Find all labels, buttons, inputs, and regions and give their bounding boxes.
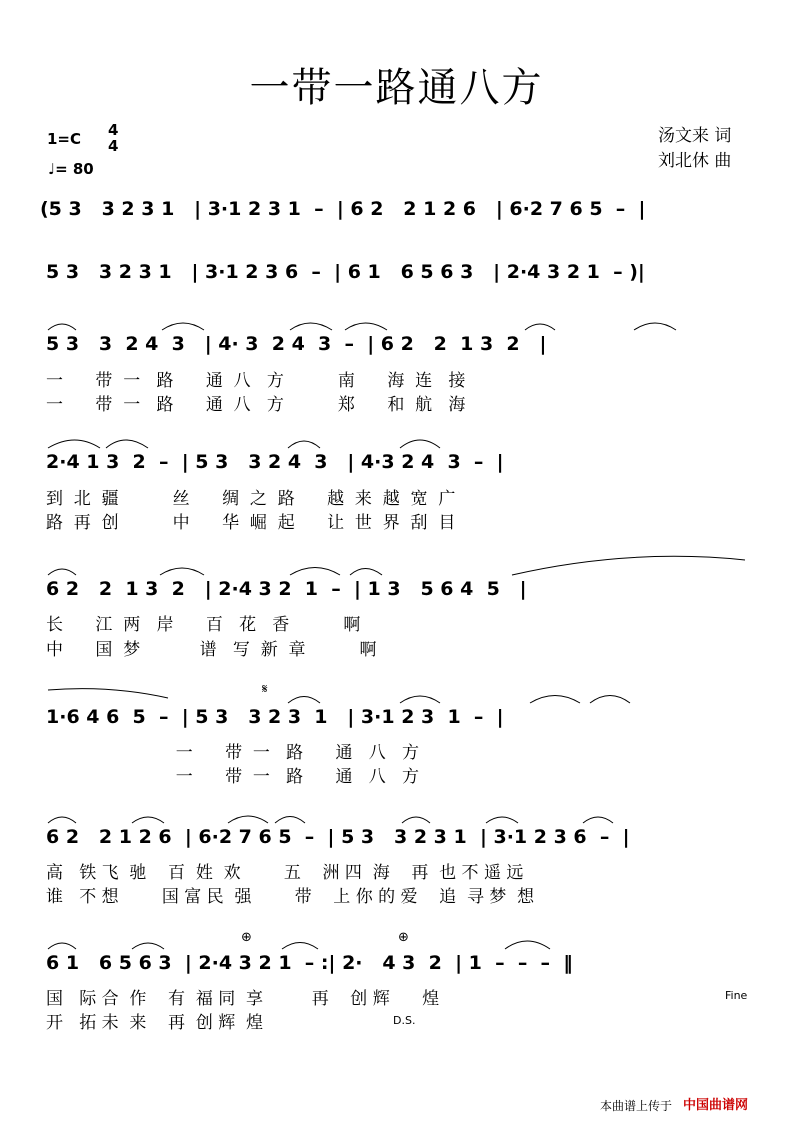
slur: [400, 440, 440, 448]
slur: [48, 689, 168, 698]
lyric-line-8a: 国 际 合 作 有 福 同 享 再 创 辉 煌: [46, 989, 440, 1009]
time-signature-top: 4: [108, 121, 119, 139]
slur: [486, 817, 518, 823]
lyric-line-7b: 谁 不 想 国 富 民 强 带 上 你 的 爱 追 寻 梦 想: [46, 887, 535, 907]
slur: [162, 323, 204, 330]
slur: [48, 324, 76, 330]
quarter-note-icon: ♩: [48, 160, 56, 178]
notation-line-4: 2·4 1 3 2 – | 5 3 3 2 4 3 | 4·3 2 4 3 – |: [46, 451, 504, 473]
lyric-line-5b: 中 国 梦 谱 写 新 章 啊: [46, 640, 377, 660]
lyric-line-3b: 一 带 一 路 通 八 方 郑 和 航 海: [46, 395, 466, 415]
slur: [48, 569, 76, 575]
lyric-line-6b: 一 带 一 路 通 八 方: [46, 767, 419, 787]
coda-sign-2: ⊕: [398, 930, 409, 945]
lyric-line-8b: 开 拓 未 来 再 创 辉 煌: [46, 1013, 264, 1033]
key-signature: 1=C: [47, 130, 82, 148]
lyricist-credit: 汤文来 词: [658, 126, 732, 146]
coda-sign-1: ⊕: [241, 930, 252, 945]
fine-marking: Fine: [725, 989, 748, 1002]
slur: [228, 816, 268, 823]
slur: [525, 324, 555, 330]
ds-marking: D.S.: [393, 1014, 416, 1027]
segno-sign: 𝄋: [262, 682, 268, 697]
slur: [132, 943, 164, 949]
slur: [106, 440, 148, 448]
slur: [590, 696, 630, 704]
slur: [275, 817, 305, 824]
slur: [132, 817, 164, 823]
slur: [288, 697, 320, 704]
time-signature-bottom: 4: [108, 137, 119, 155]
slur: [160, 568, 204, 575]
site-logo[interactable]: 中国曲谱网: [683, 1098, 749, 1113]
notation-line-2: 5 3 3 2 3 1 | 3·1 2 3 6 – | 6 1 6 5 6 3 | 2·4 3 2 1 – )|: [46, 261, 645, 283]
lyric-line-5a: 长 江 两 岸 百 花 香 啊: [46, 615, 361, 635]
slur: [288, 441, 320, 448]
notation-line-6: 1·6 4 6 5 – | 5 3 3 2 3 1 | 3·1 2 3 1 – |: [46, 706, 504, 728]
notation-line-5: 6 2 2 1 3 2 | 2·4 3 2 1 – | 1 3 5 6 4 5 |: [46, 578, 527, 600]
lyric-line-6a: 一 带 一 路 通 八 方: [46, 743, 419, 763]
song-title: 一带一路通八方: [249, 65, 544, 111]
notation-line-1: (5 3 3 2 3 1 | 3·1 2 3 1 – | 6 2 2 1 2 6 | 6·2 7 6 5 – |: [40, 198, 646, 220]
upload-footer: 本曲谱上传于: [600, 1099, 673, 1113]
slur: [505, 941, 550, 949]
composer-credit: 刘北休 曲: [658, 151, 732, 171]
notation-line-8: 6 1 6 5 6 3 | 2·4 3 2 1 – :| 2· 4 3 2 | 1 – – – ‖: [46, 952, 573, 974]
slur: [634, 323, 676, 330]
slur: [48, 440, 100, 448]
slur: [402, 817, 430, 823]
notation-line-3: 5 3 3 2 4 3 | 4· 3 2 4 3 – | 6 2 2 1 3 2 |: [46, 333, 547, 355]
slur: [512, 556, 745, 575]
tempo-value: = 80: [55, 160, 94, 178]
slur: [583, 817, 613, 823]
slur: [48, 817, 76, 823]
slur: [290, 323, 332, 330]
notation-line-7: 6 2 2 1 2 6 | 6·2 7 6 5 – | 5 3 3 2 3 1 | 3·1 2 3 6 – |: [46, 826, 630, 848]
slur: [400, 696, 440, 703]
lyric-line-4a: 到 北 疆 丝 绸 之 路 越 来 越 宽 广: [46, 489, 456, 509]
lyric-line-3a: 一 带 一 路 通 八 方 南 海 连 接: [46, 371, 466, 391]
slur: [350, 569, 382, 576]
lyric-line-7a: 高 铁 飞 驰 百 姓 欢 五 洲 四 海 再 也 不 遥 远: [46, 863, 524, 883]
slur: [345, 323, 387, 330]
slur: [290, 568, 340, 576]
slur: [530, 696, 580, 704]
slur: [282, 943, 318, 950]
lyric-line-4b: 路 再 创 中 华 崛 起 让 世 界 刮 目: [46, 513, 456, 533]
slur: [48, 943, 76, 949]
